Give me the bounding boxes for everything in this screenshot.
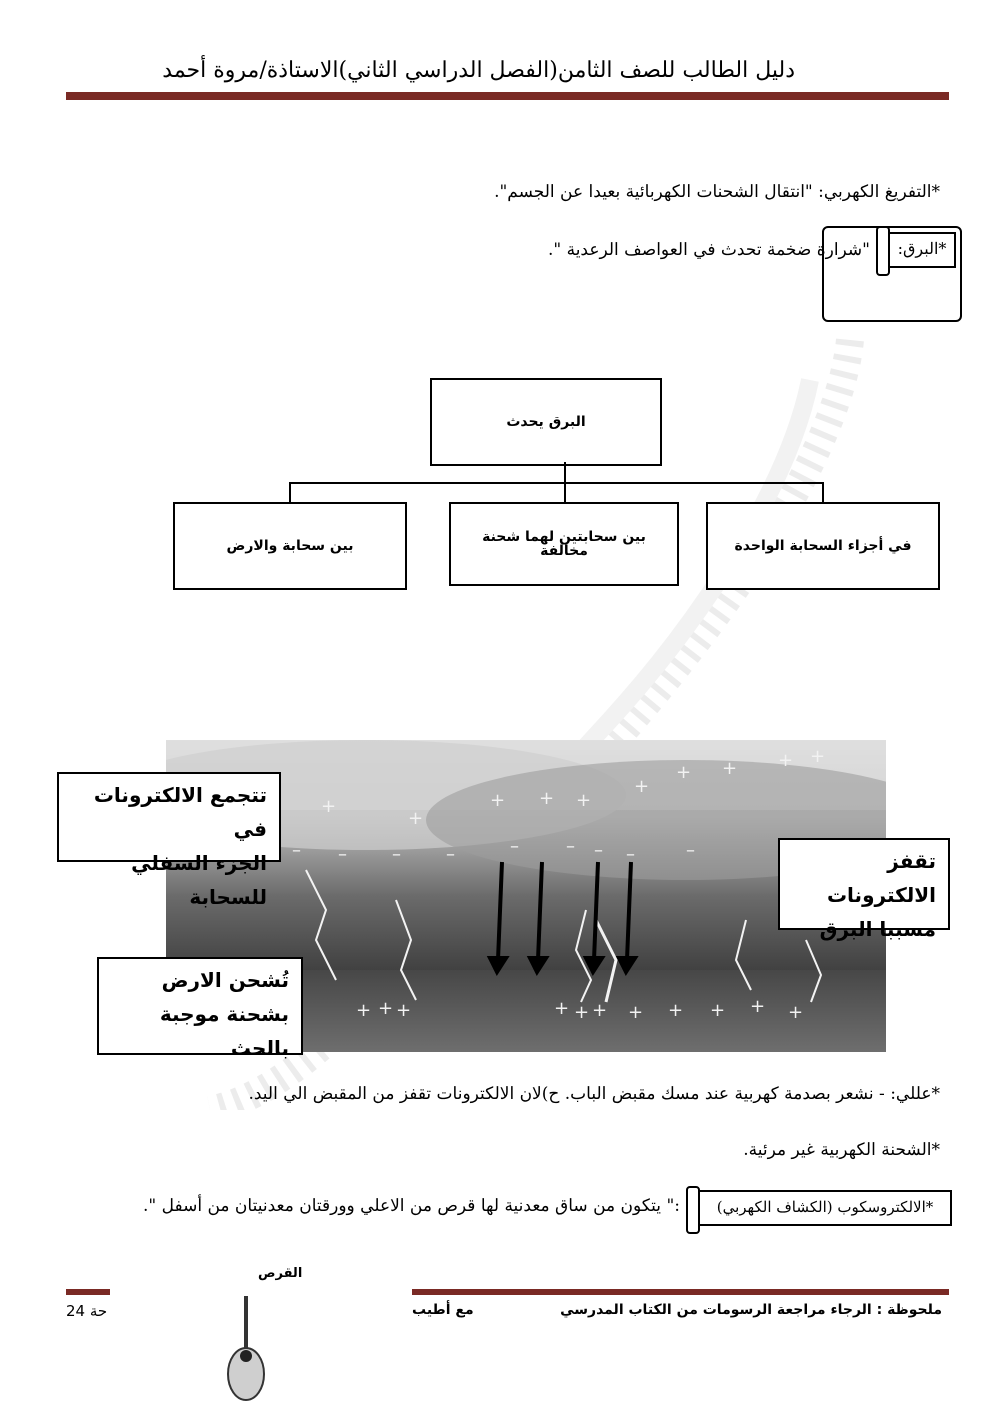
electroscope-definition: :" يتكون من ساق معدنية لها قرص من الاعلي وورقتان معدنيتان من أسفل ". (143, 1196, 680, 1216)
diagram-child-box-2 (449, 502, 679, 586)
electroscope-scroll-roll (686, 1186, 700, 1234)
callout-electrons-jump-line-2: مسببا البرق (819, 917, 936, 941)
connector-root-stem (564, 462, 566, 484)
callout-electrons-gather-line-1: تتجمع الالكترونات في (93, 783, 267, 841)
callout-electrons-gather-line-2: الجزء السفلي للسحابة (131, 851, 267, 909)
connector-left (289, 482, 291, 502)
diagram-child-box-1 (706, 502, 940, 590)
callout-ground-charge (97, 957, 303, 1060)
header-rule (66, 92, 949, 100)
footer-rule-left (66, 1289, 110, 1295)
charge-note: *الشحنة الكهربية غير مرئية. (743, 1140, 940, 1160)
electroscope-drawing (222, 1294, 272, 1403)
callout-ground-charge-line-2: بشحنة موجبة بالحث (159, 1002, 289, 1060)
storm-photo: + + + + + + + + + + – – – – – – – – – + + + + + + + + + + + (166, 740, 886, 1052)
callout-electrons-jump-line-1: تقفز الالكترونات (826, 849, 936, 907)
diagram-child-text-3: بين سحابة والارض (226, 538, 354, 554)
electroscope-label: *الالكتروسكوب (الكشاف الكهربي) (698, 1190, 952, 1226)
diagram-child-text-1: في أجزاء السحابة الواحدة (734, 538, 912, 554)
connector-horizontal (289, 482, 824, 484)
definition-discharge: *التفريغ الكهربي: "انتقال الشحنات الكهربائية بعيدا عن الجسم". (494, 182, 940, 202)
callout-electrons-gather (57, 772, 281, 909)
footer-rule-right (412, 1289, 949, 1295)
disk-label: القرص (258, 1266, 303, 1281)
lightning-definition: "شرارة ضخمة تحدث في العواصف الرعدية ". (547, 240, 870, 260)
lightning-label: *البرق: (888, 232, 956, 268)
diagram-child-text-2: بين سحابتين لهما شحنة مخالفة (482, 529, 646, 559)
page-number: حة 24 (66, 1302, 108, 1320)
callout-electrons-jump (778, 838, 950, 941)
explain-question: *عللي: - نشعر بصدمة كهربية عند مسك مقبض الباب. ح)لان الالكترونات تقفز من المقبض الي اليد. (248, 1084, 940, 1104)
connector-middle (564, 482, 566, 502)
footer-wish: مع أطيب (412, 1302, 474, 1318)
diagram-root-text: البرق يحدث (506, 414, 586, 430)
diagram-root-box (430, 378, 662, 466)
page-header-title: دليل الطالب للصف الثامن(الفصل الدراسي الثاني)الاستاذة/مروة أحمد (162, 58, 795, 83)
callout-ground-charge-line-1: تُشحن الارض (161, 968, 289, 992)
diagram-child-box-3 (173, 502, 407, 590)
footer-note: ملحوظة : الرجاء مراجعة الرسومات من الكتاب المدرسي (560, 1302, 942, 1318)
connector-right (822, 482, 824, 502)
